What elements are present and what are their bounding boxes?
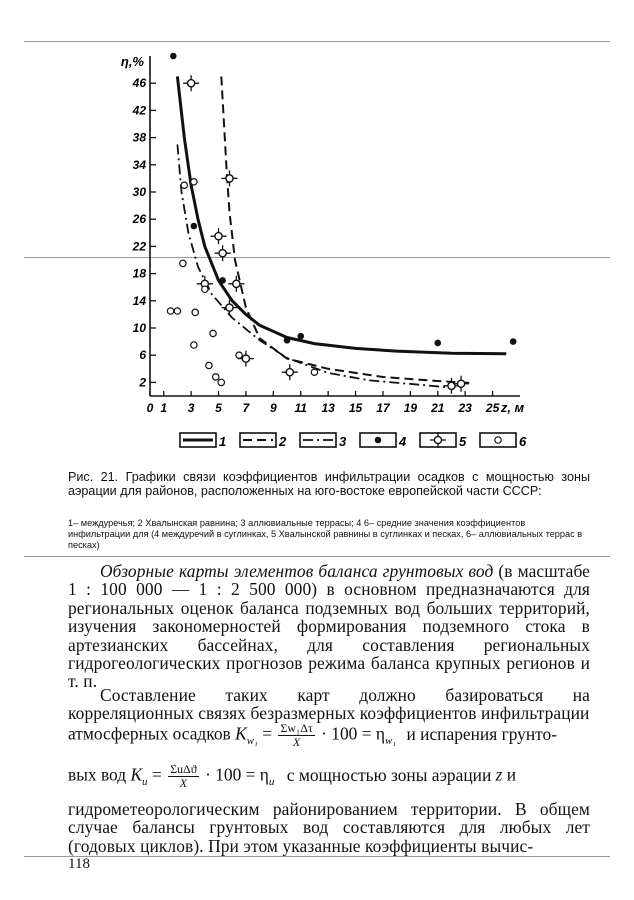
y-axis-title: η,% [120, 54, 144, 69]
y-tick-label: 30 [132, 185, 146, 199]
formula-1-numerator: Σw₁Δτ [280, 721, 313, 735]
open-circle-dot [206, 362, 212, 368]
y-tick-label: 2 [139, 375, 146, 390]
curve-series-1 [177, 76, 506, 353]
x-tick-label: 7 [242, 401, 250, 415]
cross-circle [226, 175, 233, 182]
x-axis-title: z, м [500, 400, 525, 415]
y-tick-label: 38 [132, 130, 146, 145]
y-tick-label: 46 [132, 76, 146, 91]
open-circle-dot [181, 182, 187, 188]
open-circle-dot [167, 308, 173, 314]
page-number: 118 [68, 856, 90, 872]
open-circle-dot [191, 342, 197, 348]
legend-item-6 [480, 433, 527, 449]
open-circle-dot [218, 379, 224, 385]
legend-label: 5 [459, 434, 467, 449]
point-series-4 [434, 340, 441, 347]
x-tick-label: 0 [146, 401, 154, 415]
infiltration-chart [120, 48, 540, 468]
paragraph-1 [68, 562, 590, 691]
point-series-4 [284, 337, 291, 344]
filled-circle-dot [375, 437, 382, 444]
chart-legend [180, 432, 527, 449]
x-tick-label: 5 [215, 401, 222, 415]
lower-rule [24, 556, 610, 557]
y-tick-label: 34 [132, 157, 146, 172]
point-series-4 [191, 223, 198, 230]
x-tick-label: 13 [321, 401, 335, 415]
formula-2-lhs-sub: u [142, 775, 148, 788]
figure-caption: Рис. 21. Графики связи коэффициентов инфильтрации осадков с мощностью зоны аэрации для районов, расположенных на юго-востоке европейской части СССР: [68, 470, 590, 498]
formula-2-rhs-sub: u [268, 775, 275, 788]
cross-circle [457, 380, 464, 387]
legend-label: 2 [279, 434, 287, 449]
point-series-6 [167, 308, 173, 314]
formula-2-fraction [168, 763, 199, 790]
cross-circle [188, 80, 195, 87]
y-tick-label: 10 [132, 321, 146, 335]
formula-2-var: z [495, 764, 503, 785]
curve-series-2 [221, 76, 472, 383]
point-series-4 [297, 333, 304, 340]
cross-circle [434, 436, 441, 443]
point-series-5 [282, 364, 298, 380]
x-tick-label: 25 [485, 401, 500, 415]
formula-1-denominator: X [292, 735, 301, 749]
open-circle-dot [210, 330, 216, 336]
legend-marker [375, 437, 382, 444]
legend-item-5 [420, 432, 467, 449]
y-tick-label: 22 [132, 239, 146, 254]
top-rule [24, 41, 610, 42]
point-series-6 [174, 308, 180, 314]
x-tick-label: 23 [458, 401, 472, 415]
open-circle-dot [236, 352, 242, 358]
x-tick-label: 9 [269, 401, 277, 415]
point-series-6 [202, 286, 208, 292]
formula-1-lhs: K [235, 723, 247, 744]
formula-2-prefix: вых вод [68, 764, 127, 785]
cross-circle [226, 304, 233, 311]
formula-2-line: вых вод $K_u$ = $\frac{\text{ΣuΔϑ}}{X}$ · $100 = \eta_u$ с мощностью зоны аэрации z и [68, 762, 517, 790]
formula-2-numerator: ΣuΔϑ [170, 762, 197, 776]
cross-circle [242, 355, 249, 362]
point-series-5 [443, 378, 459, 394]
point-series-5 [211, 228, 227, 244]
point-series-4 [219, 277, 226, 284]
point-series-6 [191, 342, 197, 348]
point-series-5 [221, 170, 237, 186]
legend-item-1 [180, 433, 226, 449]
chart-markers [167, 53, 516, 394]
open-circle-dot [202, 286, 208, 292]
formula-1-lhs-sub: w₁ [246, 734, 258, 747]
point-series-6 [206, 362, 212, 368]
filled-circle-dot [434, 340, 441, 347]
legend-label: 1 [219, 434, 227, 449]
cross-circle [233, 280, 240, 287]
paragraph-1-rest: (в масштабе 1 : 100 000 — 1 : 2 500 000) в основном предназначаются для региональных оценок баланса подземных вод больших территорий, изучения закономерностей формирования подземного стока в артезианских бассейнах, для составления региональных гидрогеологических прогнозов режима баланса крупных регионов и т. п. [68, 561, 590, 692]
x-tick-label: 1 [160, 401, 168, 415]
y-tick-label: 18 [132, 266, 146, 281]
x-tick-label: 19 [403, 401, 418, 415]
filled-circle-dot [219, 277, 226, 284]
x-tick-label: 11 [294, 401, 307, 415]
x-tick-label: 15 [348, 401, 363, 415]
formula-2-rhs: · 100 = η [205, 764, 269, 785]
cross-circle [219, 250, 226, 257]
formula-1-prefix: атмосферных осадков [68, 723, 231, 744]
filled-circle-dot [191, 223, 198, 230]
formula-2-suffix: с мощностью зоны аэрации [286, 764, 492, 785]
filled-circle-dot [510, 338, 517, 345]
filled-circle-dot [284, 337, 291, 344]
point-series-5 [453, 376, 469, 392]
legend-item-3 [300, 433, 347, 449]
point-series-5 [183, 75, 199, 91]
formula-1-rhs: · 100 = η [321, 723, 385, 744]
chart-curves [177, 76, 506, 387]
x-tick-label: 17 [376, 401, 390, 415]
point-series-6 [311, 369, 317, 375]
open-circle-dot [311, 369, 317, 375]
filled-circle-dot [170, 53, 177, 60]
open-circle-dot [174, 308, 180, 314]
open-circle-dot [191, 179, 197, 185]
point-series-6 [213, 374, 219, 380]
formula-2-denominator: X [179, 776, 188, 790]
formula-1-suffix: и испарения грунто- [406, 723, 558, 744]
open-circle-dot [495, 437, 501, 443]
point-series-6 [210, 330, 216, 336]
y-tick-label: 26 [132, 212, 146, 227]
formula-2-lhs: K [130, 764, 143, 785]
open-circle-dot [180, 260, 186, 266]
y-tick-label: 42 [132, 103, 146, 118]
point-series-5 [215, 245, 231, 261]
open-circle-dot [213, 374, 219, 380]
formula-1-rhs-sub: w₁ [384, 734, 397, 747]
point-series-6 [181, 182, 187, 188]
x-tick-label: 21 [431, 401, 445, 415]
legend-label: 6 [519, 434, 527, 449]
point-series-6 [192, 309, 198, 315]
point-series-6 [180, 260, 186, 266]
point-series-4 [510, 338, 517, 345]
formula-1-fraction [278, 722, 314, 749]
legend-item-4 [360, 433, 407, 449]
legend-marker [495, 437, 501, 443]
paragraph-3: гидрометеорологическим районированием территории. В общем случае балансы грунтовых вод составляются для любых лет (годовых циклов). При этом указанные коэффициенты вычис- [68, 799, 590, 856]
formula-2-end: и [506, 764, 517, 785]
legend-label: 3 [339, 434, 347, 449]
formula-1-line: атмосферных осадков $K_{w_1}$ = $\frac{\text{Σw₁Δτ}}{X}$ · $100 = \eta_{w_1}$ и испарения грунто- [68, 721, 558, 749]
cross-circle [286, 369, 293, 376]
bottom-rule [24, 856, 610, 857]
cross-circle [215, 233, 222, 240]
point-series-6 [218, 379, 224, 385]
filled-circle-dot [297, 333, 304, 340]
paragraph-2-start: Составление таких карт должно базироваться на корреляционных связях безразмерных коэффициентов инфильтрации [68, 685, 590, 724]
figure-legend-explanation: 1– междуречья; 2 Хвалынская равнина; 3 аллювиальные террасы; 4 6– средние значения коэффициентов инфильтрации для (4 междуречий в суглинках, 5 Хвалынской равнины в суглинках и песках, 6– аллювиальных террас в песках) [68, 518, 583, 550]
point-series-4 [170, 53, 177, 60]
point-series-6 [236, 352, 242, 358]
legend-label: 4 [399, 434, 407, 449]
paragraph-1-italic: Обзорные карты элементов баланса грунтовых вод [100, 561, 494, 581]
x-tick-label: 3 [187, 401, 195, 415]
point-series-6 [191, 179, 197, 185]
y-tick-label: 6 [139, 348, 146, 363]
y-tick-label: 14 [132, 293, 146, 308]
open-circle-dot [192, 309, 198, 315]
legend-item-2 [240, 433, 287, 449]
